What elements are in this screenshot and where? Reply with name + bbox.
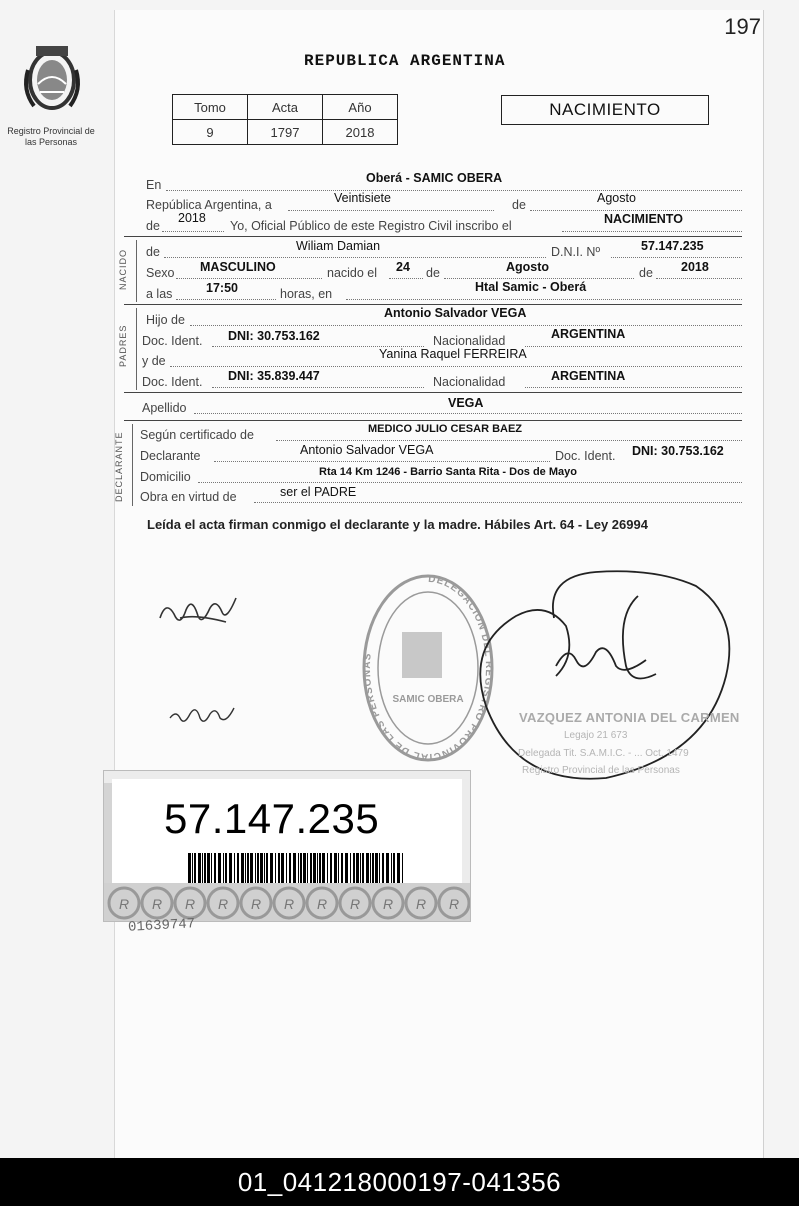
r-letter: R [316,896,328,912]
padre-nac-dotted-line [525,346,742,347]
barcode-bar [327,853,328,887]
de-label-2: de [426,266,440,280]
madre-nac-dotted-line [525,387,742,388]
barcode-bar [298,853,299,887]
barcode-bar [391,853,392,887]
inscribo-dotted-line [562,231,742,232]
sexo-value: MASCULINO [200,260,276,274]
en-dotted-line [166,190,742,191]
barcode-bar [356,853,359,887]
barcode-bar [198,853,201,887]
declarante-signature [156,588,246,638]
barcode-bar [237,853,239,887]
sticker-r-band [104,883,470,921]
barcode-bar [307,853,308,887]
decl-label: Declarante [140,449,201,463]
barcode-bar [341,853,343,887]
madre-dotted-line [170,366,742,367]
barcode-bar [260,853,263,887]
barcode-bar [278,853,280,887]
month-dotted-line [530,210,742,211]
declarante-section-label: DECLARANTE [114,431,124,502]
sticker-white-area [112,779,462,883]
hora-dotted-line [176,299,276,300]
closing-text: Leída el acta firman conmigo el declarante y la madre. Hábiles Art. 64 - Ley 26994 [147,517,648,532]
nacido-de-label: de [146,245,160,259]
barcode-bar [264,853,265,887]
official-title: Delegada Tit. S.A.M.I.C. - ... Oct. 1479 [518,748,689,759]
r-letter: R [184,896,196,912]
padre-dotted-line [190,325,742,326]
barcode-bar [270,853,273,887]
padres-section-label: PADRES [118,324,128,367]
decl-dotted-line [214,461,550,462]
barcode-bar [202,853,203,887]
document-title: REPUBLICA ARGENTINA [304,52,506,70]
apellido-label: Apellido [142,401,187,415]
inscribo-value: NACIMIENTO [604,212,683,226]
cert-value: MEDICO JULIO CESAR BAEZ [368,423,523,435]
obra-label: Obra en virtud de [140,490,237,504]
barcode-bar [310,853,312,887]
decl-doc-value: DNI: 30.753.162 [632,444,724,458]
section-divider-nacido [124,236,742,237]
barcode-bar [250,853,253,887]
barcode-bar [300,853,302,887]
barcode-bar [313,853,316,887]
yde-label: y de [142,354,166,368]
madre-signature [168,696,248,732]
month-born-dotted-line [444,278,634,279]
barcode-bar [266,853,268,887]
r-letter: R [448,896,460,912]
id-number-sticker [103,770,471,922]
birth-place: Htal Samic - Oberá [475,280,587,294]
r-letter: R [349,896,361,912]
serial-number: 01639747 [127,916,196,936]
decl-doc-label: Doc. Ident. [555,449,616,463]
barcode-bar [370,853,371,887]
registry-header-tomo: Tomo [173,95,248,120]
sexo-dotted-line [176,278,322,279]
child-name: Wiliam Damian [296,239,381,253]
barcode-bar [393,853,395,887]
section-divider-declarante [124,420,742,421]
barcode-bar [207,853,210,887]
madre-doc-dotted-line [212,387,424,388]
file-id-text: 01_041218000197-041356 [237,1167,562,1197]
barcode-bar [293,853,296,887]
official-name: VAZQUEZ ANTONIA DEL CARMEN [519,710,740,725]
nacido-side-rule [136,240,137,302]
oficial-text: Yo, Oficial Público de este Registro Civil inscribo el [230,219,512,233]
de-label: de [512,198,526,212]
barcode-bar [241,853,244,887]
registry-table [172,94,398,145]
republica-label: República Argentina, a [146,198,272,212]
father-doc: DNI: 30.753.162 [228,329,320,343]
dni-label: D.N.I. Nº [551,245,601,259]
apellido-dotted-line [194,413,742,414]
barcode-bar [223,853,224,887]
sticker-number: 57.147.235 [164,795,380,842]
barcode-bar [345,853,348,887]
barcode-bar [229,853,232,887]
r-letter: R [118,896,130,912]
birth-time: 17:50 [206,281,238,295]
barcode-bar [338,853,339,887]
barcode-bar [234,853,235,887]
registry-value-anio: 2018 [323,120,398,145]
barcode-bar [218,853,221,887]
mother-nationality: ARGENTINA [551,369,626,383]
mother-doc: DNI: 35.839.447 [228,369,320,383]
padres-side-rule [136,308,137,390]
hijo-label: Hijo de [146,313,185,327]
barcode-bar [375,853,378,887]
child-dni: 57.147.235 [641,239,704,253]
barcode-bar [362,853,364,887]
barcode-bar [379,853,380,887]
cert-dotted-line [276,440,742,441]
provincial-seal-icon [16,40,88,116]
barcode-bar [257,853,259,887]
day-value: Veintisiete [334,191,391,205]
hora-label: a las [146,287,173,301]
barcode-bar [317,853,318,887]
barcode-bar [214,853,216,887]
birth-year: 2018 [681,260,709,274]
de2-label: de [146,219,160,233]
barcode-bar [247,853,249,887]
lugar-dotted-line [346,299,742,300]
registry-value-tomo: 9 [173,120,248,145]
barcode-bar [204,853,206,887]
r-letter: R [217,896,229,912]
madre-doc-label: Doc. Ident. [142,375,203,389]
day-born-dotted-line [389,278,423,279]
nacido-el-label: nacido el [327,266,378,280]
registry-header-anio: Año [323,95,398,120]
madre-nac-label: Nacionalidad [433,375,506,389]
declarante-side-rule [132,424,133,506]
barcode-bar [275,853,276,887]
mother-name: Yanina Raquel FERREIRA [379,347,527,361]
barcode-bar [255,853,256,887]
dom-label: Domicilio [140,470,191,484]
barcode-bar [397,853,400,887]
day-dotted-line [288,210,494,211]
registry-value-acta: 1797 [248,120,323,145]
barcode-bar [192,853,193,887]
birth-day: 24 [396,260,410,274]
nacido-section-label: NACIDO [118,248,128,290]
logo-caption: Registro Provincial de las Personas [7,126,95,147]
barcode-bar [330,853,332,887]
year-value: 2018 [178,211,206,225]
cert-label: Según certificado de [140,428,254,442]
barcode-bar [289,853,291,887]
barcode-bar [281,853,284,887]
barcode-bar [245,853,246,887]
barcode-bar [353,853,355,887]
en-label: En [146,178,162,192]
barcode-bar [188,853,191,887]
padre-doc-label: Doc. Ident. [142,334,203,348]
r-letter: R [151,896,163,912]
official-legajo: Legajo 21 673 [564,730,628,741]
barcode-bar [386,853,389,887]
r-letter: R [382,896,394,912]
obra-dotted-line [254,502,742,503]
barcode-bar [382,853,384,887]
barcode-bar [402,853,403,887]
father-nationality: ARGENTINA [551,327,626,341]
act-type-box: NACIMIENTO [501,95,709,125]
page-number: 197 [724,14,761,39]
apellido-value: VEGA [448,396,484,410]
father-name: Antonio Salvador VEGA [384,306,527,320]
r-letter: R [283,896,295,912]
barcode-bar [360,853,361,887]
obra-value: ser el PADRE [280,485,357,499]
barcode-icon [188,853,408,887]
dom-value: Rta 14 Km 1246 - Barrio Santa Rita - Dos de Mayo [319,466,577,478]
sexo-label: Sexo [146,266,175,280]
en-value: Oberá - SAMIC OBERA [366,171,503,185]
barcode-bar [211,853,212,887]
r-letter: R [415,896,427,912]
barcode-bar [350,853,351,887]
dni-dotted-line [611,257,742,258]
registry-header-acta: Acta [248,95,323,120]
section-divider-padres [124,304,742,305]
stamp-center-text: SAMIC OBERA [392,694,464,705]
horas-label: horas, en [280,287,333,301]
barcode-bar [303,853,306,887]
month-value: Agosto [597,191,636,205]
year-dotted-line [162,231,224,232]
official-registry: Registro Provincial de las Personas [522,765,680,776]
dom-dotted-line [198,482,742,483]
barcode-bar [286,853,287,887]
barcode-bar [334,853,337,887]
barcode-bar [366,853,369,887]
stamp-ring-text: DELEGACION DEL REGISTRO PROVINCIAL DE LAS PERSONAS [361,573,495,762]
barcode-bar [372,853,374,887]
de-label-3: de [639,266,653,280]
birth-month: Agosto [506,260,550,274]
barcode-bar [319,853,321,887]
padre-nac-label: Nacionalidad [433,334,506,348]
year-born-dotted-line [656,278,742,279]
decl-value: Antonio Salvador VEGA [300,443,434,457]
barcode-bar [225,853,227,887]
r-letter: R [250,896,262,912]
name-dotted-line [164,257,546,258]
barcode-bar [194,853,196,887]
section-divider-apellido [124,392,742,393]
barcode-bar [322,853,325,887]
